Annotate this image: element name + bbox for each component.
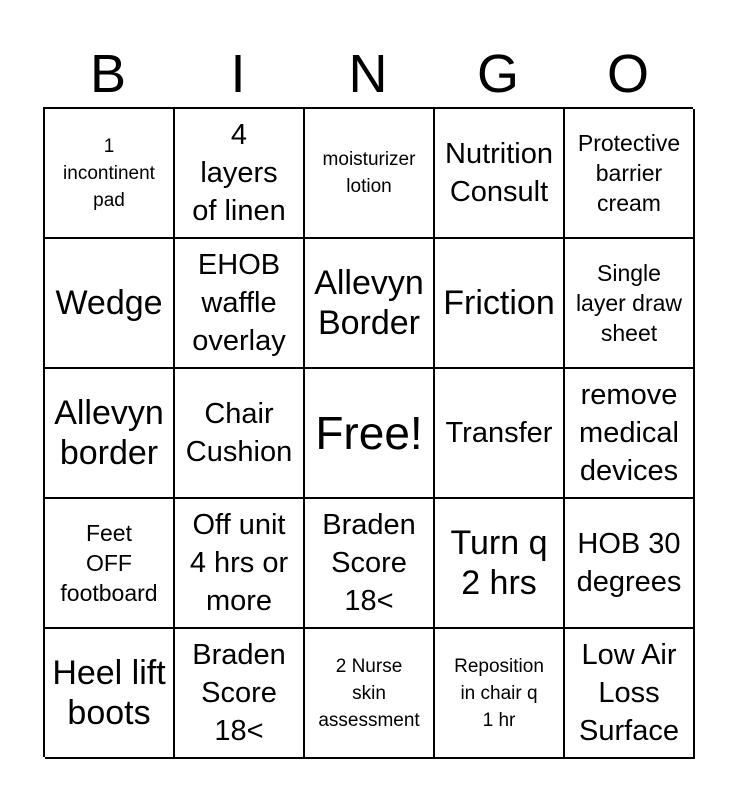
bingo-card-grid: [43, 107, 693, 757]
bingo-cell: Single layer draw sheet: [565, 239, 695, 369]
bingo-cell: Heel lift boots: [45, 629, 175, 759]
bingo-cell: Braden Score 18<: [175, 629, 305, 759]
bingo-cell: HOB 30 degrees: [565, 499, 695, 629]
bingo-cell: Reposition in chair q 1 hr: [435, 629, 565, 759]
bingo-cell: moisturizer lotion: [305, 109, 435, 239]
header-letter-n: N: [348, 44, 388, 104]
bingo-cell: Protective barrier cream: [565, 109, 695, 239]
bingo-cell: 4 layers of linen: [175, 109, 305, 239]
bingo-cell: EHOB waffle overlay: [175, 239, 305, 369]
header-letter-o: O: [606, 44, 649, 104]
bingo-cell: Off unit 4 hrs or more: [175, 499, 305, 629]
header-letter-i: I: [230, 44, 246, 104]
bingo-cell: Chair Cushion: [175, 369, 305, 499]
bingo-cell: Friction: [435, 239, 565, 369]
bingo-cell: Turn q 2 hrs: [435, 499, 565, 629]
bingo-cell: Allevyn border: [45, 369, 175, 499]
bingo-cell: 1 incontinent pad: [45, 109, 175, 239]
bingo-cell: Low Air Loss Surface: [565, 629, 695, 759]
header-letter-b: B: [89, 44, 127, 104]
bingo-cell: Feet OFF footboard: [45, 499, 175, 629]
free-space-cell: Free!: [305, 369, 435, 499]
bingo-cell: 2 Nurse skin assessment: [305, 629, 435, 759]
bingo-cell: remove medical devices: [565, 369, 695, 499]
bingo-cell: Braden Score 18<: [305, 499, 435, 629]
bingo-header: [43, 40, 693, 108]
bingo-cell: Transfer: [435, 369, 565, 499]
bingo-cell: Nutrition Consult: [435, 109, 565, 239]
bingo-cell: Wedge: [45, 239, 175, 369]
bingo-cell: Allevyn Border: [305, 239, 435, 369]
header-letter-g: G: [476, 44, 519, 104]
